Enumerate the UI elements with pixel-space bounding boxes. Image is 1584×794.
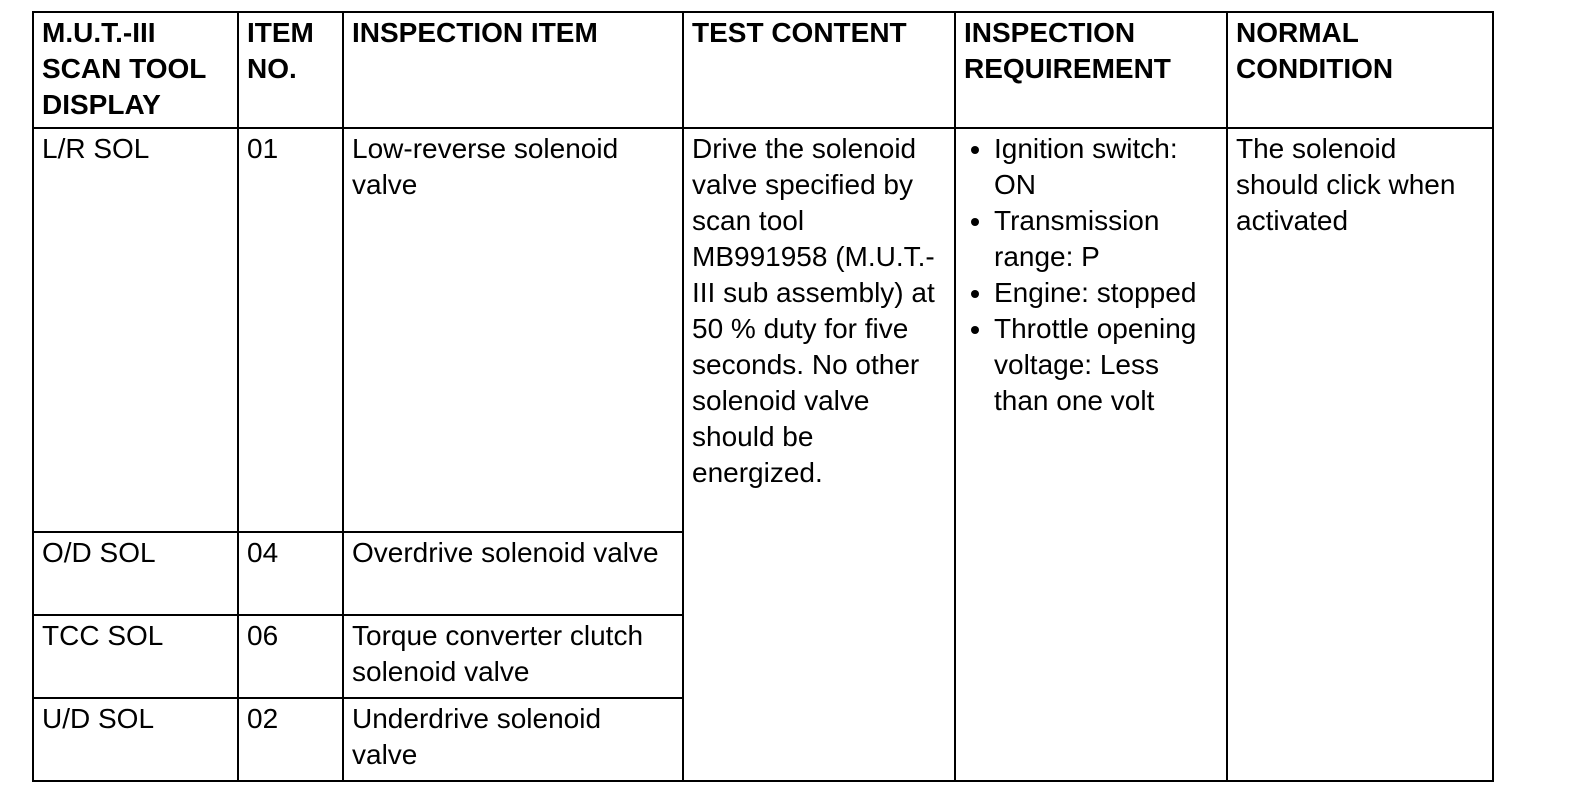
requirement-list <box>964 131 1218 419</box>
cell-normal-condition: The solenoid should click when activated <box>1227 128 1493 781</box>
cell-item-no: 04 <box>238 532 343 615</box>
cell-test-content: Drive the solenoid valve specified by scan tool MB991958 (M.U.T.-III sub assembly) at 50 % duty for five seconds. No other solenoid valve should be energized. <box>683 128 955 781</box>
cell-inspection-item: Underdrive solenoid valve <box>343 698 683 781</box>
cell-scan-tool-display: TCC SOL <box>33 615 238 698</box>
table-row <box>33 128 1493 532</box>
header-item-no: ITEM NO. <box>238 12 343 128</box>
requirement-item: • Ignition switch: ON <box>994 131 1218 203</box>
cell-item-no: 02 <box>238 698 343 781</box>
requirement-item: • Throttle opening voltage: Less than one volt <box>994 311 1218 419</box>
requirement-item: • Transmission range: P <box>994 203 1218 275</box>
cell-scan-tool-display: L/R SOL <box>33 128 238 532</box>
header-scan-tool-display: M.U.T.-III SCAN TOOL DISPLAY <box>33 12 238 128</box>
header-normal-condition: NORMAL CONDITION <box>1227 12 1493 128</box>
requirement-item: • Engine: stopped <box>994 275 1218 311</box>
cell-scan-tool-display: O/D SOL <box>33 532 238 615</box>
header-inspection-requirement: INSPECTION REQUIREMENT <box>955 12 1227 128</box>
header-row <box>33 12 1493 128</box>
cell-inspection-requirement <box>955 128 1227 781</box>
cell-item-no: 06 <box>238 615 343 698</box>
cell-item-no: 01 <box>238 128 343 532</box>
actuator-test-table <box>32 11 1494 782</box>
cell-inspection-item: Torque converter clutch solenoid valve <box>343 615 683 698</box>
header-test-content: TEST CONTENT <box>683 12 955 128</box>
cell-inspection-item: Low-reverse solenoid valve <box>343 128 683 532</box>
cell-scan-tool-display: U/D SOL <box>33 698 238 781</box>
header-inspection-item: INSPECTION ITEM <box>343 12 683 128</box>
cell-inspection-item: Overdrive solenoid valve <box>343 532 683 615</box>
